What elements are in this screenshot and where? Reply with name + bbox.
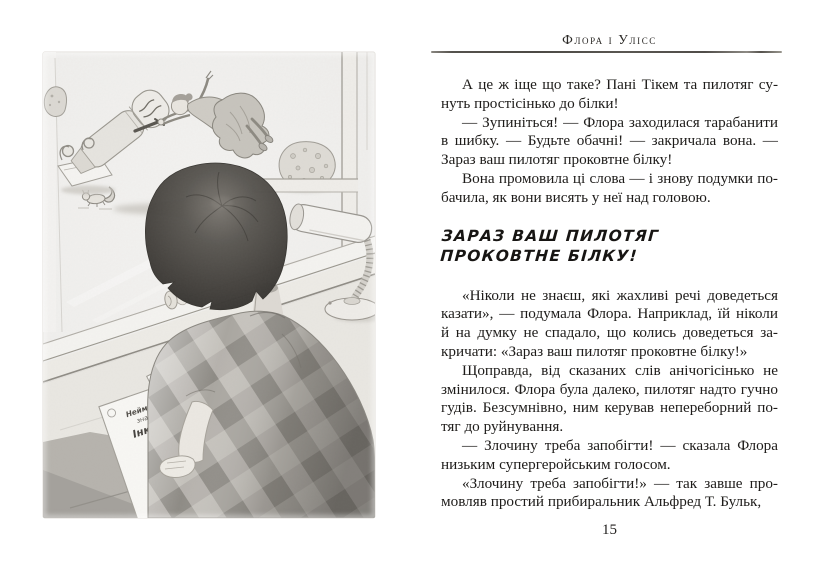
text-line: й на думку не спадало, що колись доведеться за- <box>441 324 778 342</box>
text-line: А це ж іще що таке? Пані Тікем та пилотяг су- <box>462 76 778 93</box>
paragraph <box>441 114 778 170</box>
text-line: «Злочину треба запобігти!» — так завше про- <box>462 474 778 492</box>
text-line: ПРОКОВТНЕ БІЛКУ! <box>439 246 639 265</box>
text-line: Щоправда, від сказаних слів анічогісінько не <box>462 361 778 379</box>
text-line: нуть простісінько до білки! <box>441 94 619 112</box>
page-number: 15 <box>602 522 617 538</box>
text-line: Вона промовила ці слова — і знову подумки по- <box>462 169 778 187</box>
paragraph <box>441 362 778 437</box>
right-page <box>411 0 822 567</box>
text-line: тяг до руйнування. <box>441 418 564 436</box>
running-header: Флора і Улісс <box>562 32 657 47</box>
paragraph <box>441 475 778 513</box>
text-line: бачила, як вони висять у неї над головою. <box>441 188 711 206</box>
paragraph <box>441 437 778 475</box>
text-line: ЗАРАЗ ВАШ ПИЛОТЯГ <box>441 226 660 245</box>
text-line: «Ніколи не знаєш, які жахливі речі доведеться <box>462 286 778 304</box>
paragraph <box>441 76 778 114</box>
text-line: кричати: «Зараз ваш пилотяг проковтне білку!» <box>441 342 748 360</box>
text-line: гудів. Безсумнівно, ним керував непереборний по- <box>441 399 778 417</box>
text-line: казати», — подумала Флора. Наприклад, їй ніколи <box>441 305 778 323</box>
text-column <box>441 76 778 512</box>
comic-heading <box>440 226 780 266</box>
header-rule <box>431 51 782 53</box>
paper-grain <box>43 52 375 518</box>
text-line: в шибку. — Будьте обачні! — закричала вона. — <box>441 132 778 150</box>
text-line: — Злочину треба запобігти! — сказала Флора <box>462 436 778 454</box>
text-line: Зараз ваш пилотяг проковтне білку! <box>441 151 673 169</box>
paragraph <box>441 287 778 362</box>
text-line: низьким супергеройським голосом. <box>441 455 671 473</box>
text-line: — Зупиніться! — Флора заходилася тарабанити <box>462 113 778 131</box>
text-line: змінилося. Флора була далеко, пилотяг надто гучно <box>441 380 778 398</box>
text-line: мовляв простий прибиральник Альфред Т. Бульк, <box>441 493 762 511</box>
paragraph <box>441 170 778 208</box>
